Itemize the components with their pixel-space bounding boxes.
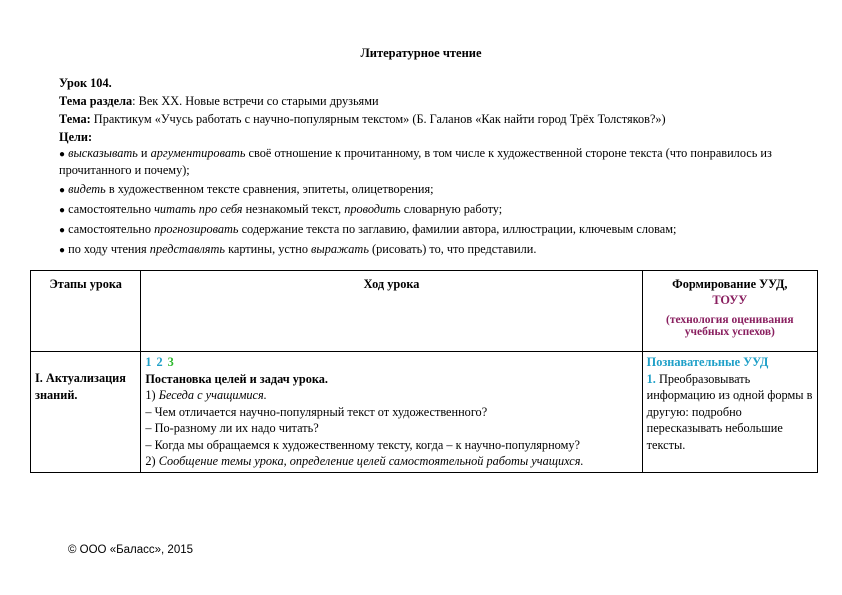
topic-line: Тема: Практикум «Учусь работать с научно-популярным текстом» (Б. Галанов «Как найти город Трёх Толстяков?») [59,112,666,126]
header-process: Ход урока [141,271,642,352]
bullet-icon: ● [59,205,66,216]
goal-item: ● самостоятельно читать про себя незнакомый текст, проводить словарную работу; [59,202,503,216]
bullet-icon: ● [59,149,66,160]
bullet-icon: ● [59,185,66,196]
subject-title: Литературное чтение [360,46,482,60]
process-cell: 1 2 3 Постановка целей и задач урока. 1) Беседа с учащимися. – Чем отличается научно-популярный текст от художественного? – По-разному ли их надо читать? – Когда мы обращаемся к художественному тексту, когда – к научно-популярному? 2) Сообщение темы урока, определение целей самостоятельной работы учащихся. [141,352,642,473]
goals-label: Цели: [59,130,93,144]
step-numbers: 1 2 3 [145,355,174,369]
lesson-plan-table [30,270,818,473]
bullet-icon: ● [59,225,66,236]
copyright-footer: © ООО «Баласс», 2015 [68,544,194,556]
goal-item: ● видеть в художественном тексте сравнения, эпитеты, олицетворения; [59,182,434,196]
uud-title: Познавательные УУД [646,355,769,369]
uud-cell: Познавательные УУД 1. Преобразовывать информацию из одной формы в другую: подробно пересказывать небольшие тексты. [642,352,817,473]
goal-item: ● по ходу чтения представлять картины, устно выражать (рисовать) то, что представили. [59,242,537,256]
stage-cell: I. Актуализация знаний. [31,352,141,473]
table-header-row [31,271,818,352]
lesson-intro [59,74,799,260]
bullet-icon: ● [59,245,66,256]
section-line: Тема раздела: Век XX. Новые встречи со старыми друзьями [59,94,379,108]
lesson-number: Урок 104. [59,76,112,90]
process-heading: Постановка целей и задач урока. [145,371,329,386]
header-uud: Формирование УУД, ТОУУ (технология оценивания учебных успехов) [642,271,817,352]
goal-item: ● самостоятельно прогнозировать содержание текста по заглавию, фамилии автора, иллюстрации, ключевым словам; [59,222,677,236]
goal-item: ● высказывать и аргументировать своё отношение к прочитанному, в том числе к художественной стороне текста (что понравилось из прочитанного и почему); [59,146,772,177]
header-stages: Этапы урока [31,271,141,352]
table-row [31,352,818,473]
